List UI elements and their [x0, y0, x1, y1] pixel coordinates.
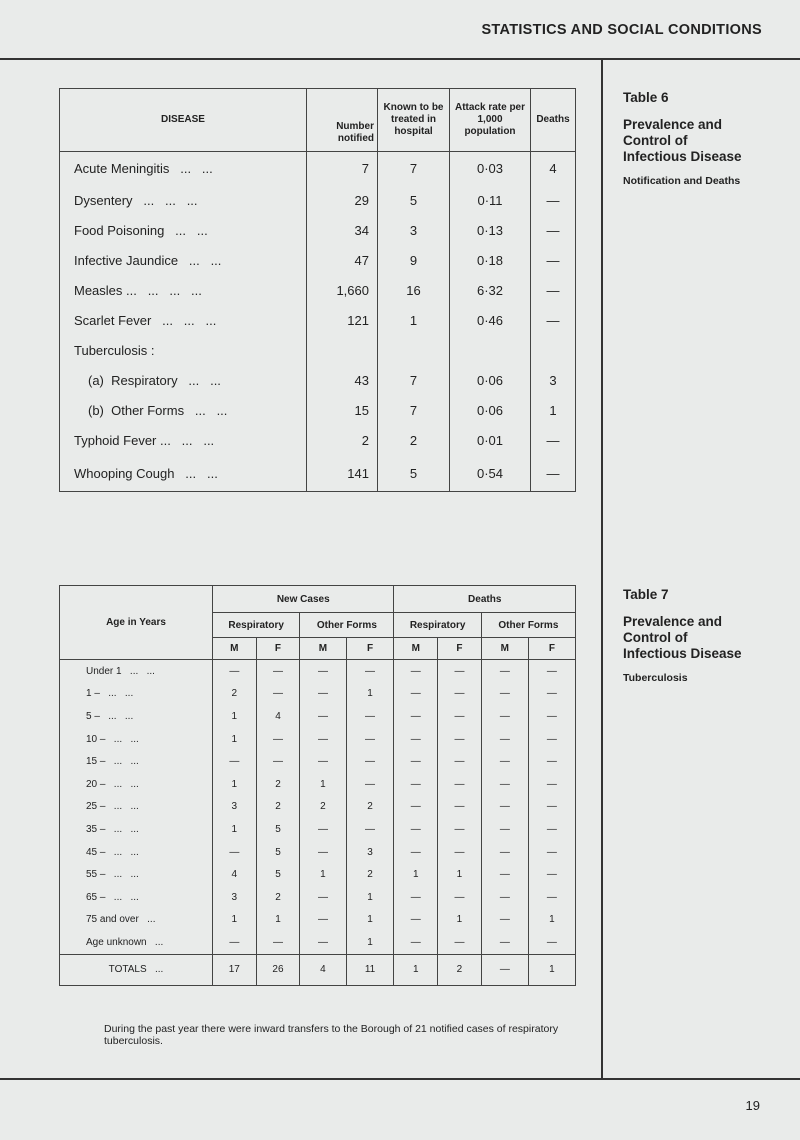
cell-value: — [528, 705, 575, 728]
cell-value: 5 [256, 841, 300, 864]
cell-value: — [438, 931, 482, 954]
transfer-note: During the past year there were inward transfers to the Borough of 21 notified cases of respiratory tuberculosis. [104, 1023, 559, 1047]
table6-caption [623, 90, 783, 187]
total-value: — [481, 954, 528, 985]
sex-header-m: M [394, 638, 438, 660]
cell-value: — [394, 683, 438, 706]
cell-value: — [256, 728, 300, 751]
cell-rate [450, 336, 531, 366]
cell-notified: 1,660 [307, 276, 378, 306]
cell-value: — [394, 796, 438, 819]
cell-value: — [346, 660, 394, 683]
cell-value: 1 [394, 863, 438, 886]
cell-value: — [256, 660, 300, 683]
cell-value: 1 [213, 818, 257, 841]
cell-age: Under 1 ... ... [60, 660, 213, 683]
table6-subtitle-line: Infectious Disease [623, 149, 742, 164]
cell-age: 55 – ... ... [60, 863, 213, 886]
bottom-rule [0, 1078, 800, 1080]
cell-hospital: 5 [378, 456, 450, 492]
cell-value: — [394, 705, 438, 728]
cell-age: 1 – ... ... [60, 683, 213, 706]
cell-value: 1 [300, 773, 346, 796]
cell-notified: 47 [307, 246, 378, 276]
cell-notified: 29 [307, 186, 378, 216]
cell-value: — [438, 886, 482, 909]
cell-deaths: — [531, 306, 576, 336]
cell-value: — [438, 683, 482, 706]
cell-value: — [213, 660, 257, 683]
cell-value: — [394, 886, 438, 909]
table-row [60, 246, 576, 276]
cell-value: — [528, 931, 575, 954]
table6-subtitle-line: Prevalence and [623, 117, 723, 132]
cell-value: — [481, 818, 528, 841]
cell-age: 20 – ... ... [60, 773, 213, 796]
table-row [60, 366, 576, 396]
table-row [60, 728, 576, 751]
cell-deaths: — [531, 216, 576, 246]
cell-rate: 0·54 [450, 456, 531, 492]
table-row [60, 683, 576, 706]
table-row [60, 886, 576, 909]
cell-value: — [481, 750, 528, 773]
table6-note: Notification and Deaths [623, 175, 741, 187]
cell-value: 5 [256, 863, 300, 886]
col-header-age: Age in Years [60, 586, 213, 660]
cell-value: — [346, 818, 394, 841]
cell-deaths: — [531, 186, 576, 216]
cell-notified: 7 [307, 152, 378, 186]
cell-value: 1 [346, 931, 394, 954]
cell-value: — [528, 818, 575, 841]
table-row [60, 152, 576, 186]
table-row [60, 750, 576, 773]
cell-value: 1 [346, 909, 394, 932]
cell-value: — [213, 750, 257, 773]
cell-age: 65 – ... ... [60, 886, 213, 909]
cell-value: 2 [256, 796, 300, 819]
cell-value: 2 [300, 796, 346, 819]
tuberculosis-table [59, 585, 576, 986]
cell-age: 15 – ... ... [60, 750, 213, 773]
cell-value: 2 [346, 863, 394, 886]
cell-value: 1 [300, 863, 346, 886]
cell-value: — [394, 750, 438, 773]
cell-value: — [481, 728, 528, 751]
cell-value: — [346, 773, 394, 796]
cell-value: — [528, 660, 575, 683]
cell-value: — [346, 705, 394, 728]
cell-value: 2 [213, 683, 257, 706]
cell-value: — [300, 705, 346, 728]
cell-hospital [378, 336, 450, 366]
table-row [60, 841, 576, 864]
sex-header-m: M [213, 638, 257, 660]
sub-header-deaths-other: Other Forms [481, 613, 575, 638]
table-row [60, 426, 576, 456]
col-header-rate: Attack rate per 1,000 population [450, 89, 531, 152]
cell-value: — [394, 841, 438, 864]
sex-header-m: M [300, 638, 346, 660]
disease-notification-table [59, 88, 576, 492]
table-row [60, 931, 576, 954]
cell-value: 3 [213, 886, 257, 909]
cell-age: 35 – ... ... [60, 818, 213, 841]
cell-value: — [394, 818, 438, 841]
total-value: 1 [528, 954, 575, 985]
cell-value: — [438, 728, 482, 751]
cell-disease: (b) Other Forms ... ... [60, 396, 307, 426]
cell-rate: 6·32 [450, 276, 531, 306]
cell-value: 1 [213, 909, 257, 932]
cell-value: — [300, 728, 346, 751]
cell-value: 1 [213, 728, 257, 751]
table6-title: Table 6 [623, 90, 669, 105]
cell-value: — [481, 841, 528, 864]
cell-value: 1 [438, 863, 482, 886]
cell-hospital: 1 [378, 306, 450, 336]
col-header-deaths: Deaths [531, 89, 576, 152]
cell-age: 45 – ... ... [60, 841, 213, 864]
cell-disease: Acute Meningitis ... ... [60, 152, 307, 186]
cell-value: 1 [346, 683, 394, 706]
total-value: 4 [300, 954, 346, 985]
cell-rate: 0·06 [450, 366, 531, 396]
sub-header-new-respiratory: Respiratory [213, 613, 300, 638]
cell-notified: 15 [307, 396, 378, 426]
cell-value: — [394, 931, 438, 954]
cell-value: 2 [346, 796, 394, 819]
total-value: 2 [438, 954, 482, 985]
cell-value: — [300, 931, 346, 954]
cell-hospital: 5 [378, 186, 450, 216]
cell-rate: 0·13 [450, 216, 531, 246]
cell-hospital: 2 [378, 426, 450, 456]
total-value: 11 [346, 954, 394, 985]
table6-subtitle-line: Control of [623, 133, 688, 148]
column-divider [601, 58, 603, 1080]
sub-header-new-other: Other Forms [300, 613, 394, 638]
cell-notified: 2 [307, 426, 378, 456]
page-header: STATISTICS AND SOCIAL CONDITIONS [481, 22, 762, 38]
cell-deaths: — [531, 246, 576, 276]
table7-subtitle-line: Prevalence and [623, 614, 723, 629]
cell-value: — [394, 728, 438, 751]
cell-value: — [528, 728, 575, 751]
cell-age: 5 – ... ... [60, 705, 213, 728]
cell-value: — [256, 750, 300, 773]
table7-subtitle-line: Infectious Disease [623, 646, 742, 661]
cell-value: — [438, 750, 482, 773]
table-row [60, 336, 576, 366]
total-value: 1 [394, 954, 438, 985]
cell-value: — [300, 909, 346, 932]
cell-hospital: 7 [378, 366, 450, 396]
cell-value: — [300, 750, 346, 773]
cell-value: 5 [256, 818, 300, 841]
cell-disease: Typhoid Fever ... ... ... [60, 426, 307, 456]
cell-value: — [528, 841, 575, 864]
cell-value: 3 [346, 841, 394, 864]
cell-deaths: — [531, 426, 576, 456]
cell-value: — [346, 750, 394, 773]
table7-subtitle-line: Control of [623, 630, 688, 645]
table-row [60, 216, 576, 246]
cell-disease: Food Poisoning ... ... [60, 216, 307, 246]
cell-value: 1 [213, 773, 257, 796]
sex-header-f: F [438, 638, 482, 660]
cell-rate: 0·46 [450, 306, 531, 336]
cell-value: 1 [256, 909, 300, 932]
cell-value: — [528, 886, 575, 909]
cell-value: — [438, 660, 482, 683]
sex-header-f: F [528, 638, 575, 660]
cell-disease: Infective Jaundice ... ... [60, 246, 307, 276]
cell-value: 1 [213, 705, 257, 728]
cell-value: — [528, 863, 575, 886]
sex-header-f: F [346, 638, 394, 660]
cell-value: — [481, 863, 528, 886]
cell-value: 2 [256, 773, 300, 796]
cell-value: — [438, 705, 482, 728]
cell-disease: Tuberculosis : [60, 336, 307, 366]
cell-disease: Whooping Cough ... ... [60, 456, 307, 492]
cell-value: — [346, 728, 394, 751]
cell-value: — [438, 796, 482, 819]
cell-value: — [438, 818, 482, 841]
col-header-disease: DISEASE [60, 89, 307, 152]
cell-value: 1 [438, 909, 482, 932]
table-row [60, 456, 576, 492]
cell-age: 75 and over ... [60, 909, 213, 932]
cell-value: 4 [213, 863, 257, 886]
cell-value: — [481, 886, 528, 909]
totals-row [60, 954, 576, 985]
group-header-new-cases: New Cases [213, 586, 394, 613]
col-header-hospital: Known to be treated in hospital [378, 89, 450, 152]
table-row [60, 396, 576, 426]
cell-value: — [528, 796, 575, 819]
table-row [60, 909, 576, 932]
cell-age: 25 – ... ... [60, 796, 213, 819]
cell-value: — [394, 773, 438, 796]
cell-age: 10 – ... ... [60, 728, 213, 751]
cell-rate: 0·03 [450, 152, 531, 186]
cell-notified [307, 336, 378, 366]
cell-age: Age unknown ... [60, 931, 213, 954]
cell-value: — [300, 841, 346, 864]
table-row [60, 818, 576, 841]
cell-disease: (a) Respiratory ... ... [60, 366, 307, 396]
cell-disease: Measles ... ... ... ... [60, 276, 307, 306]
table-row [60, 306, 576, 336]
cell-value: — [481, 796, 528, 819]
cell-value: 1 [346, 886, 394, 909]
top-rule [0, 58, 800, 60]
cell-value: — [481, 773, 528, 796]
page-number: 19 [745, 1098, 760, 1113]
cell-value: 3 [213, 796, 257, 819]
cell-hospital: 7 [378, 152, 450, 186]
cell-deaths: 3 [531, 366, 576, 396]
cell-hospital: 9 [378, 246, 450, 276]
cell-value: — [256, 683, 300, 706]
cell-value: — [394, 660, 438, 683]
cell-value: — [300, 683, 346, 706]
cell-value: 1 [528, 909, 575, 932]
cell-value: — [256, 931, 300, 954]
sex-header-f: F [256, 638, 300, 660]
cell-rate: 0·01 [450, 426, 531, 456]
table-row [60, 660, 576, 683]
table7-caption [623, 587, 783, 684]
cell-deaths: 4 [531, 152, 576, 186]
table-row [60, 773, 576, 796]
cell-value: — [528, 773, 575, 796]
cell-hospital: 3 [378, 216, 450, 246]
totals-label: TOTALS ... [60, 954, 213, 985]
cell-value: — [481, 683, 528, 706]
table-row [60, 863, 576, 886]
table-row [60, 705, 576, 728]
cell-rate: 0·11 [450, 186, 531, 216]
sex-header-m: M [481, 638, 528, 660]
cell-value: — [438, 841, 482, 864]
cell-deaths: — [531, 456, 576, 492]
total-value: 17 [213, 954, 257, 985]
cell-value: — [213, 841, 257, 864]
col-header-notified: Number notified [307, 89, 378, 152]
cell-hospital: 7 [378, 396, 450, 426]
total-value: 26 [256, 954, 300, 985]
cell-value: 2 [256, 886, 300, 909]
cell-deaths: — [531, 276, 576, 306]
cell-notified: 121 [307, 306, 378, 336]
cell-value: — [528, 683, 575, 706]
table-row [60, 796, 576, 819]
table7-note: Tuberculosis [623, 672, 688, 684]
cell-value: — [481, 909, 528, 932]
group-header-deaths: Deaths [394, 586, 576, 613]
cell-value: — [528, 750, 575, 773]
cell-disease: Scarlet Fever ... ... ... [60, 306, 307, 336]
cell-value: — [300, 660, 346, 683]
cell-value: — [438, 773, 482, 796]
cell-notified: 43 [307, 366, 378, 396]
cell-value: — [394, 909, 438, 932]
cell-notified: 141 [307, 456, 378, 492]
cell-deaths: 1 [531, 396, 576, 426]
cell-rate: 0·06 [450, 396, 531, 426]
cell-value: — [481, 660, 528, 683]
cell-hospital: 16 [378, 276, 450, 306]
cell-value: — [300, 818, 346, 841]
cell-value: — [213, 931, 257, 954]
sub-header-deaths-respiratory: Respiratory [394, 613, 481, 638]
cell-value: 4 [256, 705, 300, 728]
cell-rate: 0·18 [450, 246, 531, 276]
cell-notified: 34 [307, 216, 378, 246]
cell-value: — [300, 886, 346, 909]
table-row [60, 186, 576, 216]
cell-value: — [481, 705, 528, 728]
table-row [60, 276, 576, 306]
table7-title: Table 7 [623, 587, 669, 602]
cell-disease: Dysentery ... ... ... [60, 186, 307, 216]
cell-deaths [531, 336, 576, 366]
cell-value: — [481, 931, 528, 954]
